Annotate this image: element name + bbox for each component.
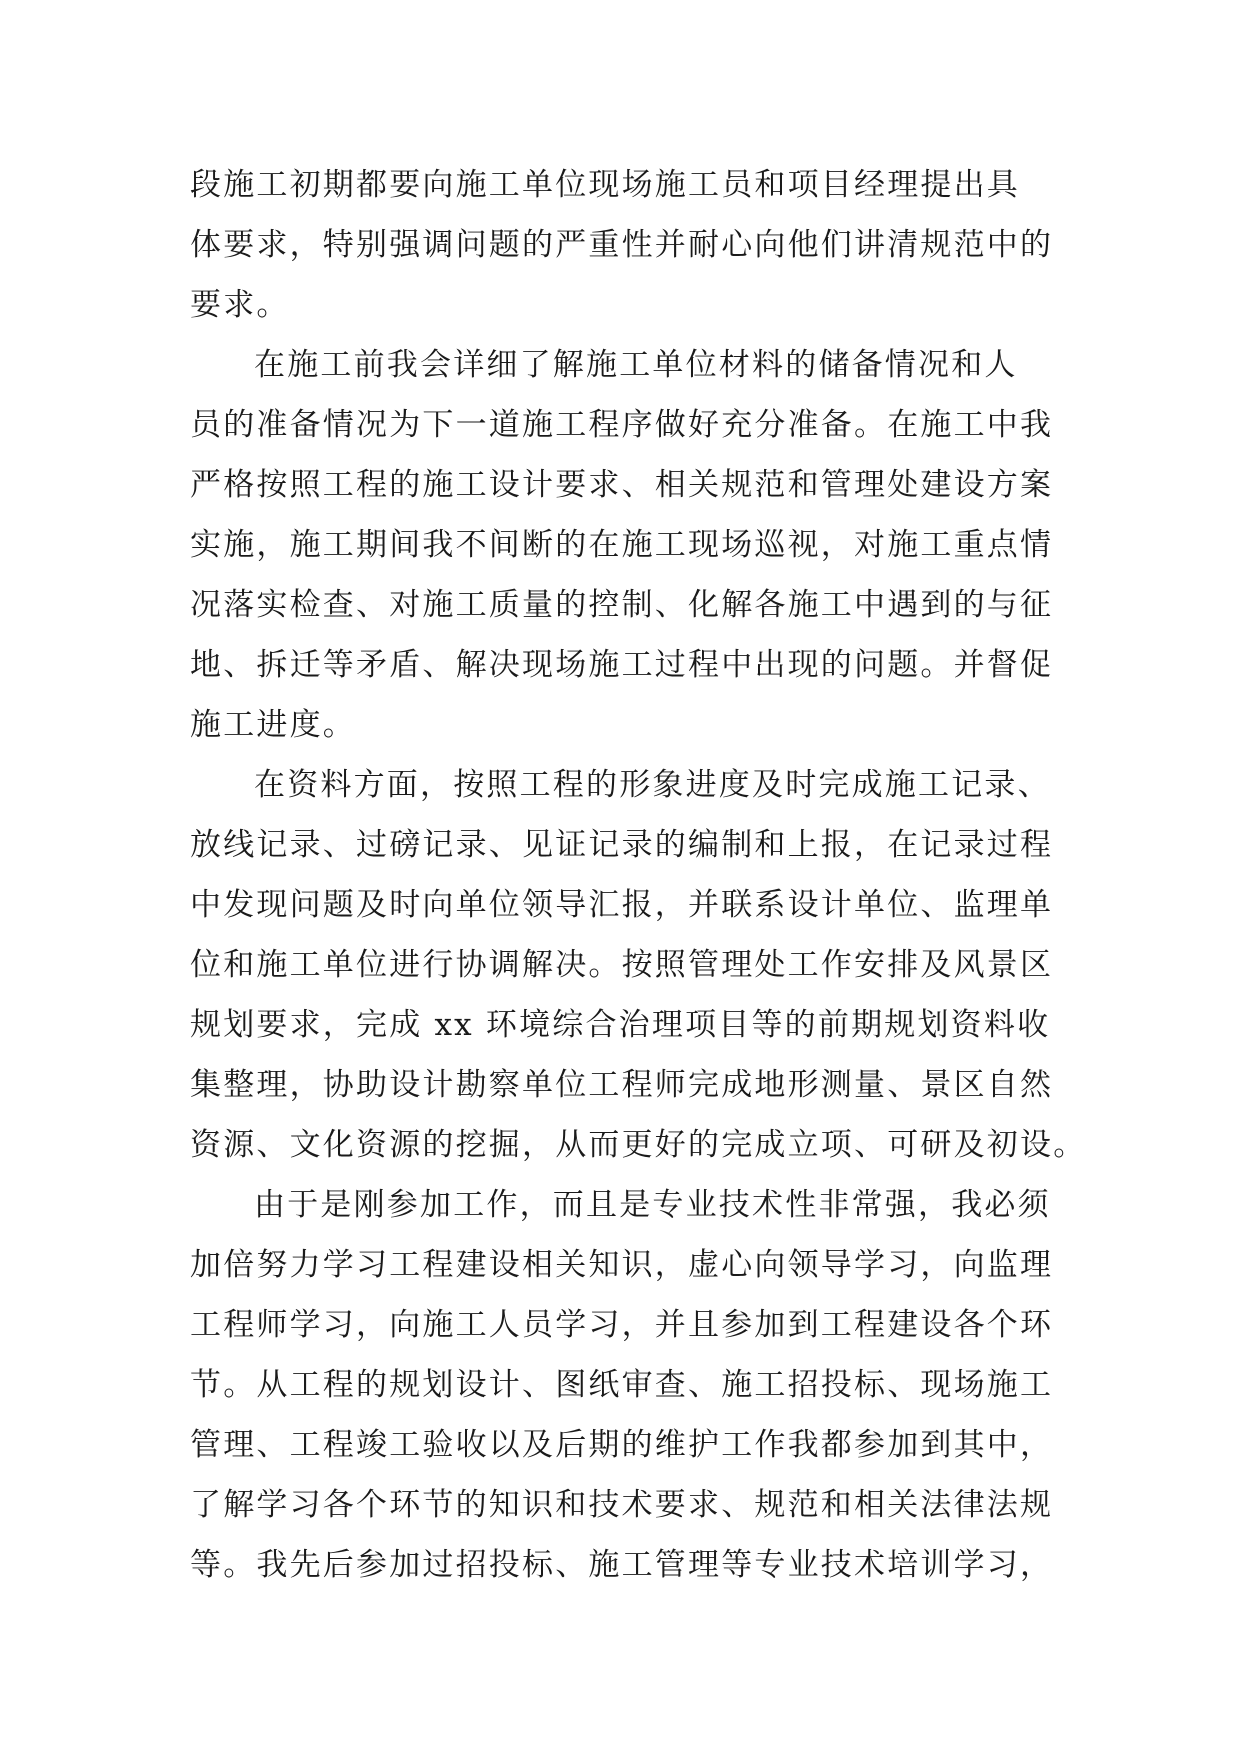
document-body [190,155,1087,1595]
text-line: 地、拆迁等矛盾、解决现场施工过程中出现的问题。并督促 [190,647,1054,683]
text-line: 严格按照工程的施工设计要求、相关规范和管理处建设方案 [190,467,1054,503]
paragraph [190,755,1087,1175]
text-line: 资源、文化资源的挖掘，从而更好的完成立项、可研及初设。 [190,1127,1087,1163]
text-line: 中发现问题及时向单位领导汇报，并联系设计单位、监理单 [190,887,1054,923]
text-line: 管理、工程竣工验收以及后期的维护工作我都参加到其中， [190,1427,1054,1463]
text-line: 由于是刚参加工作，而且是专业技术性非常强，我必须 [254,1187,1051,1223]
text-line: 况落实检查、对施工质量的控制、化解各施工中遇到的与征 [190,587,1054,623]
text-line: 规划要求，完成 xx 环境综合治理项目等的前期规划资料收 [190,1007,1051,1043]
text-line: 了解学习各个环节的知识和技术要求、规范和相关法律法规 [190,1487,1054,1523]
text-line: 在资料方面，按照工程的形象进度及时完成施工记录、 [254,767,1051,803]
text-line: 段施工初期都要向施工单位现场施工员和项目经理提出具 [190,167,1020,203]
text-line: 施工进度。 [190,707,356,743]
text-line: 实施，施工期间我不间断的在施工现场巡视，对施工重点情 [190,527,1054,563]
text-line: 位和施工单位进行协调解决。按照管理处工作安排及风景区 [190,947,1054,983]
text-line: 放线记录、过磅记录、见证记录的编制和上报，在记录过程 [190,827,1054,863]
text-line: 等。我先后参加过招投标、施工管理等专业技术培训学习， [190,1547,1054,1583]
paragraph [190,1175,1070,1595]
text-line: 工程师学习，向施工人员学习，并且参加到工程建设各个环 [190,1307,1054,1343]
text-line: 要求。 [190,287,290,323]
text-line: 体要求，特别强调问题的严重性并耐心向他们讲清规范中的 [190,227,1054,263]
text-line: 员的准备情况为下一道施工程序做好充分准备。在施工中我 [190,407,1054,443]
paragraph [190,155,1070,335]
paragraph [190,335,1070,755]
text-line: 集整理，协助设计勘察单位工程师完成地形测量、景区自然 [190,1067,1054,1103]
text-line: 节。从工程的规划设计、图纸审查、施工招投标、现场施工 [190,1367,1054,1403]
text-line: 在施工前我会详细了解施工单位材料的储备情况和人 [254,347,1018,383]
text-line: 加倍努力学习工程建设相关知识，虚心向领导学习，向监理 [190,1247,1054,1283]
